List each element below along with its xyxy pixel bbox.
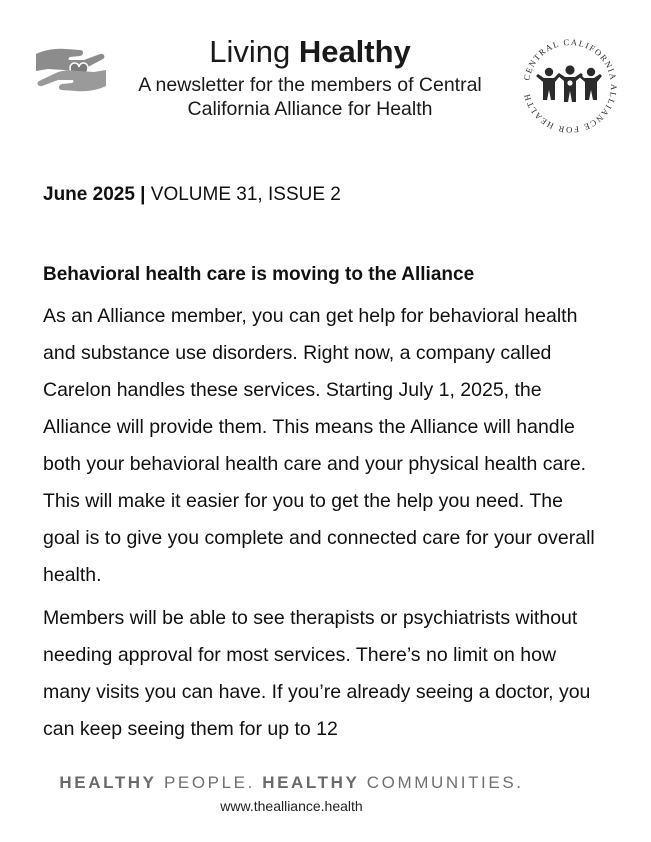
issue-separator: |	[134, 184, 151, 205]
tagline-text-1: PEOPLE.	[156, 773, 263, 792]
title-bold: Healthy	[298, 34, 411, 69]
masthead	[110, 33, 510, 121]
article-heading: Behavioral health care is moving to the Alliance	[43, 264, 475, 285]
tagline-bold-1: HEALTHY	[59, 773, 157, 792]
issue-date: June 2025	[43, 184, 135, 205]
newsletter-title	[110, 33, 510, 71]
seal-text: CENTRAL CALIFORNIA ALLIANCE FOR HEALTH	[521, 36, 620, 136]
alliance-seal-logo-icon	[518, 34, 622, 138]
article-paragraph-1: As an Alliance member, you can get help for behavioral health and substance use disorders. Right now, a company called Carelon handles these services. Starting July 1, 2025, the Alliance will provide them. This means the Alliance will handle both your behavioral health care and your physical health care. This will make it easier for you to get the help you need. The goal is to give you complete and connected care for your overall health.	[43, 305, 595, 586]
article-paragraph-2: Members will be able to see therapists or psychiatrists without needing approval for most services. There’s no limit on how many visits you can have. If you’re already seeing a doctor, you can keep seeing them for up to 12	[43, 607, 591, 740]
hands-heart-logo-icon	[34, 40, 108, 102]
article	[43, 262, 603, 754]
newsletter-subtitle-line-2: California Alliance for Health	[187, 98, 433, 120]
tagline-text-2: COMMUNITIES.	[359, 773, 524, 792]
title-light: Living	[209, 34, 299, 69]
tagline-bold-2: HEALTHY	[262, 773, 360, 792]
issue-line	[43, 182, 341, 208]
footer-website-link[interactable]: www.thealliance.health	[220, 798, 363, 814]
issue-volume: VOLUME 31, ISSUE 2	[150, 184, 341, 205]
newsletter-subtitle-line-1: A newsletter for the members of Central	[138, 74, 482, 96]
footer-tagline	[0, 772, 583, 794]
